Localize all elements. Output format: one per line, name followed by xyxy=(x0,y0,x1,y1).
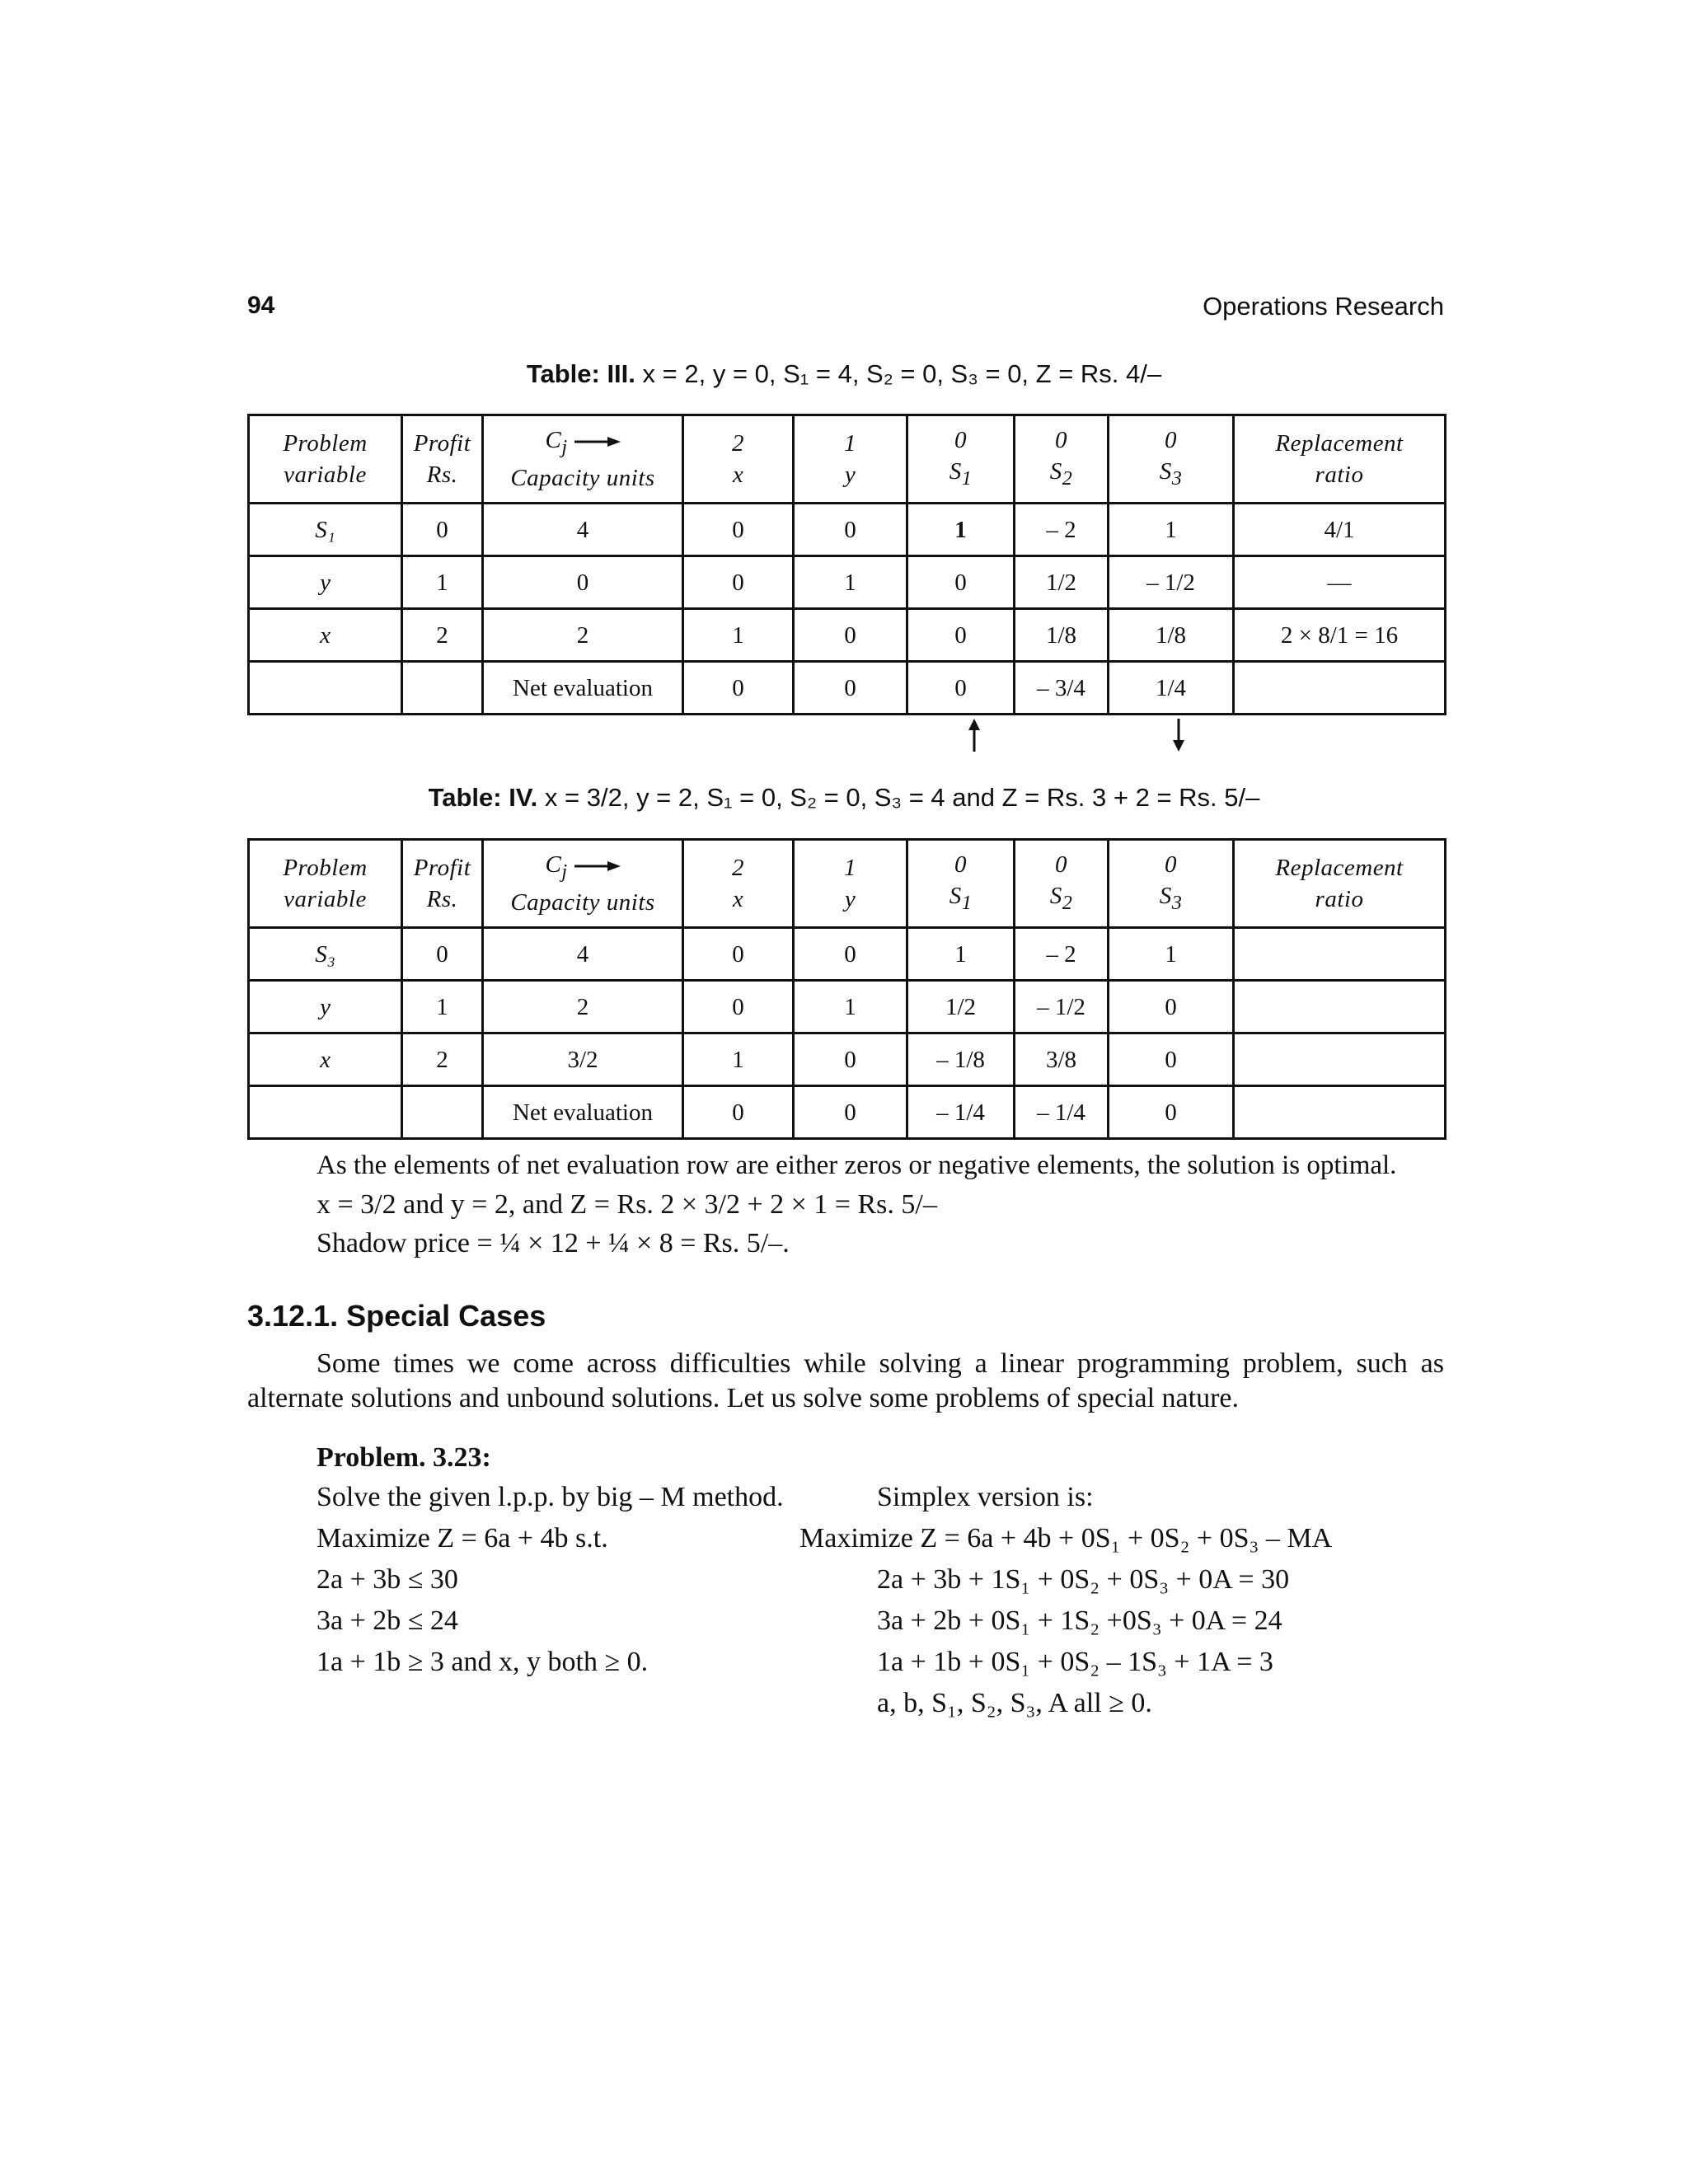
table-cell: 0 xyxy=(794,662,907,715)
table-cell: 2 xyxy=(483,981,683,1033)
table-row xyxy=(249,928,1446,981)
table-cell: 1/4 xyxy=(1109,662,1234,715)
right-arrow-icon xyxy=(574,435,621,448)
table-row xyxy=(249,981,1446,1033)
table4-header-cell: $C_j$ Capacity units xyxy=(483,840,683,928)
table-cell: 0 xyxy=(1109,1033,1234,1086)
intro-line-1: Some times we come across difficulties while solving a linear programming problem, such as xyxy=(316,1348,1444,1379)
table-cell: 1 xyxy=(683,609,794,662)
table-cell: – 1/4 xyxy=(1015,1086,1109,1139)
net-evaluation-label: Net evaluation xyxy=(483,662,683,715)
problem-statement: Solve the given l.p.p. by big – M method. xyxy=(316,1482,784,1512)
table3 xyxy=(247,414,1447,715)
table4-header-cell: 1 y xyxy=(794,840,907,928)
table3-header-cell: 0 $S_3$ xyxy=(1109,415,1234,504)
table-cell: 4/1 xyxy=(1234,504,1446,556)
table-cell: 3/8 xyxy=(1015,1033,1109,1086)
table4-caption-label: Table: IV. xyxy=(428,783,538,812)
table4-caption-text: x = 3/2, y = 2, S₁ = 0, S₂ = 0, S₃ = 4 and Z = Rs. 3 + 2 = Rs. 5/– xyxy=(544,783,1260,812)
table-cell: 0 xyxy=(794,928,907,981)
table-cell: 3/2 xyxy=(483,1033,683,1086)
table-cell: 1 xyxy=(402,556,483,609)
objective-function: Maximize Z = 6a + 4b s.t. xyxy=(316,1523,608,1554)
table-cell: 0 xyxy=(402,504,483,556)
table-cell: 1 xyxy=(1109,504,1234,556)
table3-caption-text: x = 2, y = 0, S₁ = 4, S₂ = 0, S₃ = 0, Z = Rs. 4/– xyxy=(642,359,1162,388)
table3-header-cell: 2 x xyxy=(683,415,794,504)
table-row xyxy=(249,1086,1446,1139)
table-cell: 0 xyxy=(907,609,1015,662)
simplex-constraint-2: 3a + 2b + 0S₁ + 1S₂ +0S₃ + 0A = 24 xyxy=(877,1605,1282,1636)
table-cell: 0 xyxy=(907,662,1015,715)
table4-header-cell: Problem variable xyxy=(249,840,402,928)
table-cell: 0 xyxy=(402,928,483,981)
table-cell: 1 xyxy=(683,1033,794,1086)
table4-caption xyxy=(0,783,1688,813)
table-cell: 0 xyxy=(907,556,1015,609)
table-cell: x xyxy=(249,1033,402,1086)
simplex-objective: Maximize Z = 6a + 4b + 0S₁ + 0S₂ + 0S₃ – MA xyxy=(799,1523,1333,1554)
table4-header-cell: 0 $S_1$ xyxy=(907,840,1015,928)
conclusion-line-1: As the elements of net evaluation row are either zeros or negative elements, the solution is optimal. xyxy=(316,1151,1397,1180)
table-cell: – 2 xyxy=(1015,504,1109,556)
table-cell: – 1/4 xyxy=(907,1086,1015,1139)
table-cell: 1/8 xyxy=(1015,609,1109,662)
table3-header-cell: 0 $S_1$ xyxy=(907,415,1015,504)
table-cell: 1/2 xyxy=(1015,556,1109,609)
table-cell: – 3/4 xyxy=(1015,662,1109,715)
table4-header-cell: 0 $S_2$ xyxy=(1015,840,1109,928)
table3-header-row xyxy=(249,415,1446,504)
table-cell: 0 xyxy=(483,556,683,609)
pivot-cell: 1 xyxy=(907,504,1015,556)
table-cell: 0 xyxy=(683,556,794,609)
table3-header-cell: Problem variable xyxy=(249,415,402,504)
section-heading: 3.12.1. Special Cases xyxy=(247,1299,546,1333)
constraint-2: 3a + 2b ≤ 24 xyxy=(316,1605,458,1636)
table-cell: 0 xyxy=(683,662,794,715)
table4-header-row xyxy=(249,840,1446,928)
right-arrow-icon xyxy=(574,860,621,873)
table-cell: 1 xyxy=(402,981,483,1033)
table-cell: x xyxy=(249,609,402,662)
table-cell: – 1/8 xyxy=(907,1033,1015,1086)
constraint-3: 1a + 1b ≥ 3 and x, y both ≥ 0. xyxy=(316,1647,649,1677)
table-cell: 4 xyxy=(483,504,683,556)
intro-line-2: alternate solutions and unbound solutions. Let us solve some problems of special nature. xyxy=(247,1383,1239,1413)
table-cell xyxy=(402,1086,483,1139)
table-cell: 0 xyxy=(683,928,794,981)
table4-header-cell: 2 x xyxy=(683,840,794,928)
page-number: 94 xyxy=(247,292,275,319)
table3-header-cell: $C_j$ Capacity units xyxy=(483,415,683,504)
table-cell: 1/2 xyxy=(907,981,1015,1033)
table4-header-cell: Replacement ratio xyxy=(1234,840,1446,928)
table-cell: — xyxy=(1234,556,1446,609)
table-cell xyxy=(1234,1086,1446,1139)
table-cell: 0 xyxy=(794,609,907,662)
table-cell: 1 xyxy=(907,928,1015,981)
table4 xyxy=(247,838,1447,1140)
table-cell xyxy=(402,662,483,715)
table-row xyxy=(249,609,1446,662)
table4-header-cell: Profit Rs. xyxy=(402,840,483,928)
table-row xyxy=(249,556,1446,609)
table-cell: 0 xyxy=(794,1086,907,1139)
table-cell: 2 xyxy=(402,609,483,662)
table-cell xyxy=(1234,662,1446,715)
simplex-constraint-3: 1a + 1b + 0S₁ + 0S₂ – 1S₃ + 1A = 3 xyxy=(877,1647,1273,1677)
table-row xyxy=(249,504,1446,556)
table-cell: y xyxy=(249,981,402,1033)
running-title: Operations Research xyxy=(1203,292,1444,321)
table-cell xyxy=(1234,981,1446,1033)
problem-title: Problem. 3.23: xyxy=(316,1442,491,1473)
table-cell: 0 xyxy=(1109,981,1234,1033)
table3-header-cell: Replacement ratio xyxy=(1234,415,1446,504)
table-cell xyxy=(249,662,402,715)
table3-header-cell: Profit Rs. xyxy=(402,415,483,504)
up-arrow-icon xyxy=(966,719,982,752)
table-cell: 0 xyxy=(683,1086,794,1139)
table-cell: y xyxy=(249,556,402,609)
table-cell: – 1/2 xyxy=(1015,981,1109,1033)
conclusion-line-3: Shadow price = ¼ × 12 + ¼ × 8 = Rs. 5/–. xyxy=(316,1228,790,1258)
down-arrow-icon xyxy=(1170,719,1187,752)
table-cell: 2 xyxy=(483,609,683,662)
table-cell: 2 xyxy=(402,1033,483,1086)
non-negativity: a, b, S₁, S₂, S₃, A all ≥ 0. xyxy=(877,1688,1152,1718)
table3-header-cell: 1 y xyxy=(794,415,907,504)
conclusion-line-2: x = 3/2 and y = 2, and Z = Rs. 2 × 3/2 + 2 × 1 = Rs. 5/– xyxy=(316,1189,937,1220)
table-cell: S₁ xyxy=(249,504,402,556)
simplex-version-label: Simplex version is: xyxy=(877,1482,1094,1512)
table-cell: 1 xyxy=(794,556,907,609)
table3-header-cell: 0 $S_2$ xyxy=(1015,415,1109,504)
table-cell: 2 × 8/1 = 16 xyxy=(1234,609,1446,662)
table4-header-cell: 0 $S_3$ xyxy=(1109,840,1234,928)
table-cell xyxy=(249,1086,402,1139)
table-cell: 0 xyxy=(794,1033,907,1086)
table-cell: – 1/2 xyxy=(1109,556,1234,609)
table-cell: 0 xyxy=(683,504,794,556)
table-row xyxy=(249,1033,1446,1086)
table3-caption-label: Table: III. xyxy=(526,359,635,388)
table-cell: 0 xyxy=(683,981,794,1033)
table-cell: 0 xyxy=(794,504,907,556)
table-cell: 4 xyxy=(483,928,683,981)
table-cell xyxy=(1234,928,1446,981)
table-cell: 1 xyxy=(1109,928,1234,981)
table-cell: S₃ xyxy=(249,928,402,981)
table-cell: 1 xyxy=(794,981,907,1033)
constraint-1: 2a + 3b ≤ 30 xyxy=(316,1564,458,1595)
table-cell: 0 xyxy=(1109,1086,1234,1139)
table-row xyxy=(249,662,1446,715)
simplex-constraint-1: 2a + 3b + 1S₁ + 0S₂ + 0S₃ + 0A = 30 xyxy=(877,1564,1290,1595)
table3-caption xyxy=(0,359,1688,389)
table-cell xyxy=(1234,1033,1446,1086)
net-evaluation-label: Net evaluation xyxy=(483,1086,683,1139)
table-cell: 1/8 xyxy=(1109,609,1234,662)
table-cell: – 2 xyxy=(1015,928,1109,981)
